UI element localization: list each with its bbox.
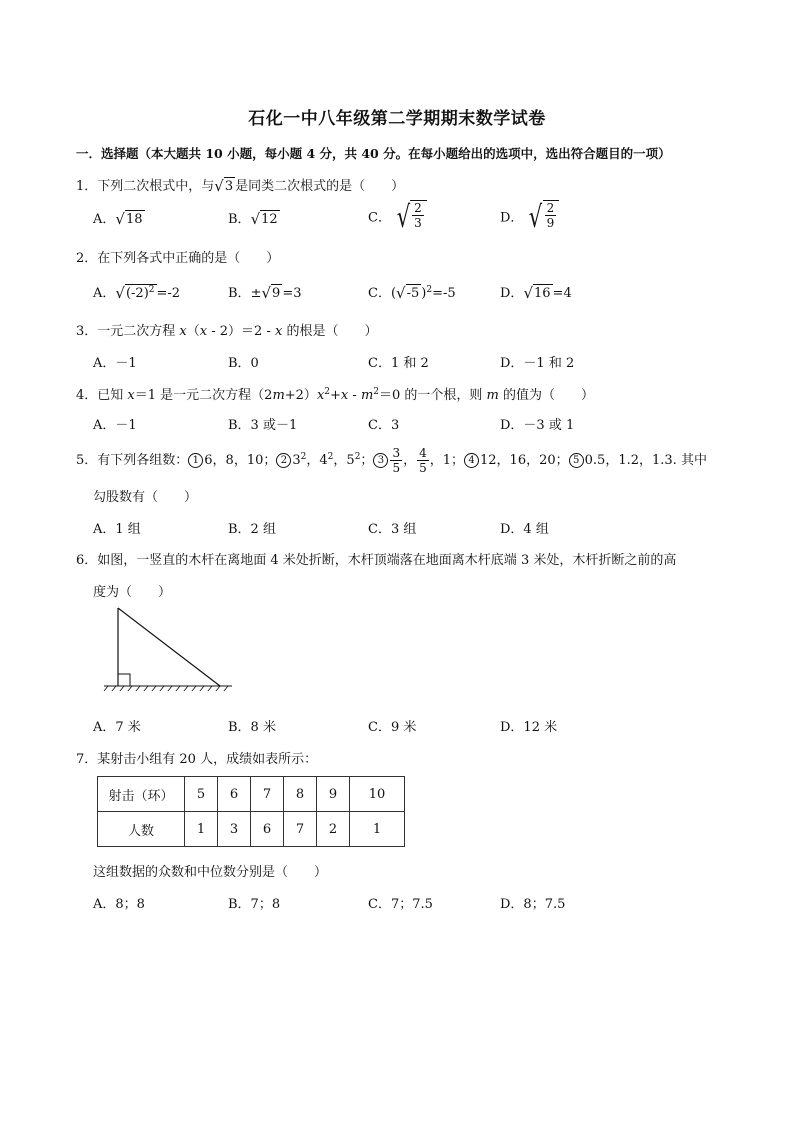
- option-label: B．: [228, 212, 251, 227]
- q7-option-c: C．7；7.5: [368, 897, 433, 912]
- section-heading: 一．选择题（本大题共 10 小题，每小题 4 分，共 40 分。在每小题给出的选项中，选出符合题目的一项）: [76, 146, 671, 161]
- q5-option-d: D．4 组: [500, 522, 549, 537]
- q7-option-b: B．7；8: [228, 897, 281, 912]
- pole-fallen-part: [118, 608, 220, 686]
- q6-option-a: A．7 米: [93, 720, 141, 735]
- option-label: A．: [93, 212, 116, 227]
- fraction: [545, 201, 557, 230]
- table-cell: 2: [317, 812, 350, 847]
- radical: √ $\frac{2}{3}$: [391, 200, 427, 236]
- exponent: 2: [327, 452, 334, 462]
- q1-text-post: 是同类二次根式的是（ ）: [235, 179, 405, 194]
- q5-option-c: C．3 组: [368, 522, 417, 537]
- q4-option-b: B．3 或－1: [228, 418, 298, 433]
- q3-option-d: D．－1 和 2: [500, 356, 575, 371]
- text: 5．有下列各组数：: [76, 453, 189, 468]
- text: 12，16，20；: [480, 453, 569, 468]
- variable: m: [272, 388, 285, 403]
- text: ＝1 是一元二次方程（2: [134, 388, 273, 403]
- radical: √ 16: [523, 284, 551, 302]
- radicand: 9: [272, 286, 281, 301]
- numerator: 3: [392, 446, 401, 460]
- table-cell: 8: [284, 777, 317, 812]
- variable: m: [486, 388, 499, 403]
- radical: √ 3: [214, 177, 234, 195]
- radical: √ 12: [250, 210, 278, 228]
- text: ，: [403, 453, 417, 468]
- question-6: 6．如图，一竖直的木杆在离地面 4 米处折断，木杆顶端落在地面离木杆底端 3 米处，木杆折断之前的高: [76, 553, 677, 568]
- option-tail: =4: [552, 286, 572, 301]
- question-5: [76, 446, 707, 475]
- table-cell: 7: [251, 777, 284, 812]
- question-7-sub: 这组数据的众数和中位数分别是（ ）: [93, 865, 328, 880]
- q7-option-a: A．8；8: [93, 897, 145, 912]
- text: ，5: [333, 453, 355, 468]
- paren-close: ): [421, 286, 427, 301]
- question-2: 2．在下列各式中正确的是（ ）: [76, 251, 280, 266]
- text: 6，8，10；: [204, 453, 277, 468]
- exponent: 2: [373, 387, 379, 397]
- fraction: [390, 446, 402, 475]
- table-cell: 5: [185, 777, 218, 812]
- text: ；: [360, 453, 374, 468]
- text: +: [330, 388, 341, 403]
- option-label: C．: [368, 286, 391, 301]
- option-label: D．: [500, 286, 524, 301]
- text: ＝0 的一个根，则: [379, 388, 487, 403]
- circled-number: 1: [188, 453, 203, 468]
- denominator: 5: [419, 461, 427, 475]
- text: 4．已知: [76, 388, 128, 403]
- exponent: 2: [354, 452, 361, 462]
- text: - 2）＝2 -: [207, 324, 275, 339]
- q4-option-c: C．3: [368, 418, 400, 433]
- question-3: [76, 320, 377, 339]
- variable: m: [360, 388, 374, 403]
- score-table: [97, 776, 405, 847]
- circled-number: 3: [373, 453, 388, 468]
- option-label: B．: [228, 286, 251, 301]
- radicand: 12: [261, 212, 278, 227]
- table-cell: 10: [350, 777, 405, 812]
- table-row: [98, 777, 405, 812]
- ground-hatching: [104, 686, 228, 691]
- q6-option-b: B．8 米: [228, 720, 276, 735]
- radical: √ $(-2)^2$: [115, 284, 155, 302]
- exponent: 2: [324, 387, 331, 397]
- radical: √ 9: [261, 284, 281, 302]
- option-label: C．: [368, 210, 391, 226]
- text: +2）: [284, 388, 317, 403]
- text: ，1；: [429, 453, 465, 468]
- question-1: [76, 175, 404, 196]
- table-cell: 6: [218, 777, 251, 812]
- text: ，4: [306, 453, 328, 468]
- q1-option-c: [368, 200, 427, 236]
- text: 0.5，1.2，1.3. 其中: [584, 453, 707, 468]
- table-cell: 1: [350, 812, 405, 847]
- q1-option-a: [93, 208, 145, 229]
- denominator: 5: [392, 461, 401, 475]
- question-6-cont: 度为（ ）: [93, 585, 172, 600]
- variable: x: [316, 388, 325, 403]
- table-cell: 射击（环）: [98, 777, 185, 812]
- q3-option-c: C．1 和 2: [368, 356, 429, 371]
- q2-option-c: [368, 282, 456, 303]
- q1-option-b: [228, 208, 280, 229]
- denominator: 3: [414, 216, 422, 230]
- circled-number: 4: [464, 453, 479, 468]
- exponent: 2: [300, 452, 307, 462]
- numerator: 4: [419, 446, 427, 460]
- q5-option-b: B．2 组: [228, 522, 276, 537]
- variable: x: [340, 388, 349, 403]
- denominator: 9: [546, 216, 555, 230]
- right-angle-mark: [118, 674, 130, 686]
- text: -: [348, 388, 361, 403]
- q1-text-pre: 1．下列二次根式中，与: [76, 179, 215, 194]
- radicand: 3: [224, 179, 234, 194]
- q2-option-d: [500, 282, 572, 303]
- text: 的值为（ ）: [498, 388, 595, 403]
- text: 的根是（ ）: [282, 324, 378, 339]
- exponent: 2: [148, 285, 155, 295]
- option-tail: =-5: [432, 286, 456, 301]
- plus-minus: ±: [250, 286, 262, 301]
- option-tail: =3: [282, 286, 302, 301]
- q2-option-a: [93, 282, 180, 303]
- q6-option-d: D．12 米: [500, 720, 558, 735]
- variable: x: [127, 388, 135, 403]
- numerator: 2: [414, 201, 422, 215]
- q1-option-d: [500, 200, 559, 236]
- radicand: 16: [534, 286, 551, 301]
- question-5-cont: 勾股数有（ ）: [93, 490, 198, 505]
- option-label: D．: [500, 210, 524, 226]
- q7-option-d: D．8；7.5: [500, 897, 566, 912]
- paren-open: (: [390, 286, 397, 301]
- table-cell: 人数: [98, 812, 185, 847]
- exponent: 2: [426, 285, 433, 295]
- option-tail: =-2: [156, 286, 181, 301]
- q3-option-a: A．－1: [93, 356, 137, 371]
- question-4: [76, 384, 594, 403]
- option-label: A．: [93, 286, 116, 301]
- radicand: -5: [406, 286, 420, 301]
- radical: √ 18: [115, 210, 143, 228]
- q4-option-d: D．－3 或 1: [500, 418, 575, 433]
- q3-option-b: B．0: [228, 356, 259, 371]
- circled-number: 2: [276, 453, 291, 468]
- broken-pole-figure: [100, 600, 234, 692]
- radicand: (-2): [125, 286, 149, 301]
- table-cell: 6: [251, 812, 284, 847]
- q4-option-a: A．－1: [93, 418, 137, 433]
- numerator: 2: [546, 201, 555, 215]
- fraction: [417, 446, 429, 475]
- radical: √ $\frac{2}{9}$: [523, 200, 559, 236]
- text: 3．一元二次方程: [76, 324, 180, 339]
- variable: x: [199, 324, 208, 339]
- circled-number: 5: [569, 453, 584, 468]
- table-cell: 9: [317, 777, 350, 812]
- table-cell: 7: [284, 812, 317, 847]
- radicand: 18: [125, 212, 143, 227]
- q6-option-c: C．9 米: [368, 720, 417, 735]
- table-row: [98, 812, 405, 847]
- table-cell: 3: [218, 812, 251, 847]
- radical: √ -5: [396, 284, 420, 302]
- text: 3: [292, 453, 301, 468]
- q5-option-a: A．1 组: [93, 522, 141, 537]
- fraction: [412, 201, 424, 230]
- question-7: 7．某射击小组有 20 人，成绩如表所示：: [76, 752, 318, 767]
- variable: x: [274, 324, 283, 339]
- variable: x: [179, 324, 187, 339]
- page-title: 石化一中八年级第二学期期末数学试卷: [248, 109, 546, 129]
- text: （: [186, 324, 200, 339]
- table-cell: 1: [185, 812, 218, 847]
- q2-option-b: [228, 282, 301, 303]
